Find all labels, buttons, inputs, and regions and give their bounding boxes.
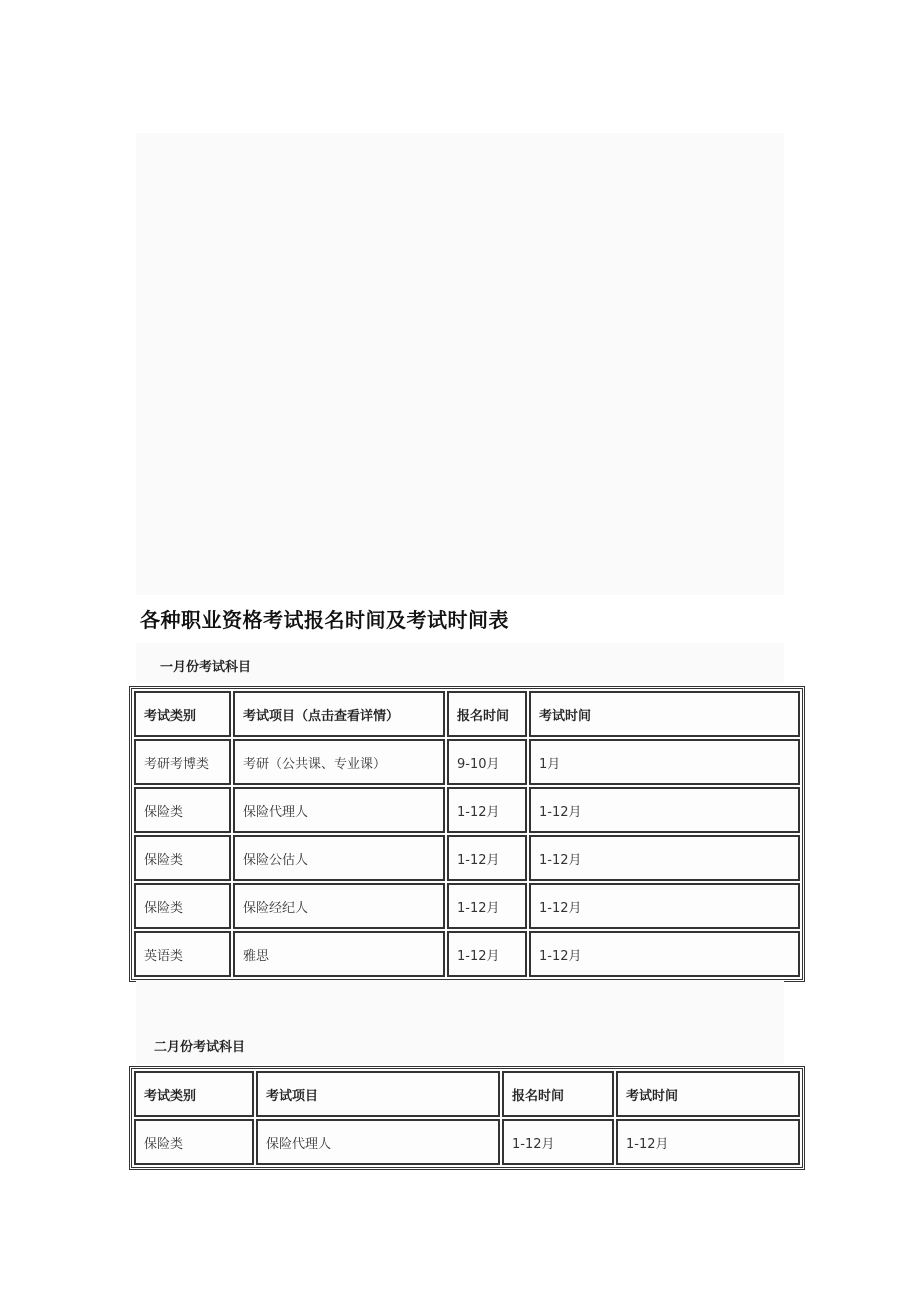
table-header-row	[134, 691, 800, 737]
table-row	[134, 883, 800, 929]
cell-category: 保险类	[134, 835, 231, 881]
cell-category: 保险类	[134, 1119, 254, 1165]
cell-registration: 1-12月	[447, 835, 527, 881]
column-header-exam-time: 考试时间	[529, 691, 800, 737]
cell-registration: 1-12月	[502, 1119, 614, 1165]
column-header-registration: 报名时间	[502, 1071, 614, 1117]
cell-exam-time: 1-12月	[529, 883, 800, 929]
cell-item-link[interactable]: 雅思	[233, 931, 445, 977]
cell-registration: 1-12月	[447, 883, 527, 929]
cell-exam-time: 1-12月	[616, 1119, 800, 1165]
document-title: 各种职业资格考试报名时间及考试时间表	[140, 608, 509, 632]
table-row	[134, 739, 800, 785]
section-february-heading: 二月份考试科目	[154, 1040, 246, 1055]
cell-item-link[interactable]: 考研（公共课、专业课）	[233, 739, 445, 785]
february-exam-table	[129, 1066, 805, 1170]
column-header-item: 考试项目	[256, 1071, 500, 1117]
column-header-registration: 报名时间	[447, 691, 527, 737]
table-row	[134, 931, 800, 977]
cell-registration: 9-10月	[447, 739, 527, 785]
cell-category: 英语类	[134, 931, 231, 977]
column-header-category: 考试类别	[134, 1071, 254, 1117]
cell-registration: 1-12月	[447, 787, 527, 833]
cell-item-link[interactable]: 保险公估人	[233, 835, 445, 881]
cell-category: 保险类	[134, 787, 231, 833]
cell-exam-time: 1-12月	[529, 787, 800, 833]
cell-item-link[interactable]: 保险代理人	[233, 787, 445, 833]
cell-category: 保险类	[134, 883, 231, 929]
table-row	[134, 787, 800, 833]
cell-item-link[interactable]: 保险经纪人	[233, 883, 445, 929]
column-header-category: 考试类别	[134, 691, 231, 737]
table-header-row	[134, 1071, 800, 1117]
cell-exam-time: 1月	[529, 739, 800, 785]
section-january-heading: 一月份考试科目	[160, 660, 252, 675]
january-exam-table	[129, 686, 805, 982]
image-placeholder-panel	[136, 133, 784, 595]
column-header-exam-time: 考试时间	[616, 1071, 800, 1117]
cell-registration: 1-12月	[447, 931, 527, 977]
table-row	[134, 1119, 800, 1165]
column-header-item: 考试项目（点击查看详情）	[233, 691, 445, 737]
cell-item-link[interactable]: 保险代理人	[256, 1119, 500, 1165]
cell-category: 考研考博类	[134, 739, 231, 785]
cell-exam-time: 1-12月	[529, 931, 800, 977]
table-row	[134, 835, 800, 881]
cell-exam-time: 1-12月	[529, 835, 800, 881]
